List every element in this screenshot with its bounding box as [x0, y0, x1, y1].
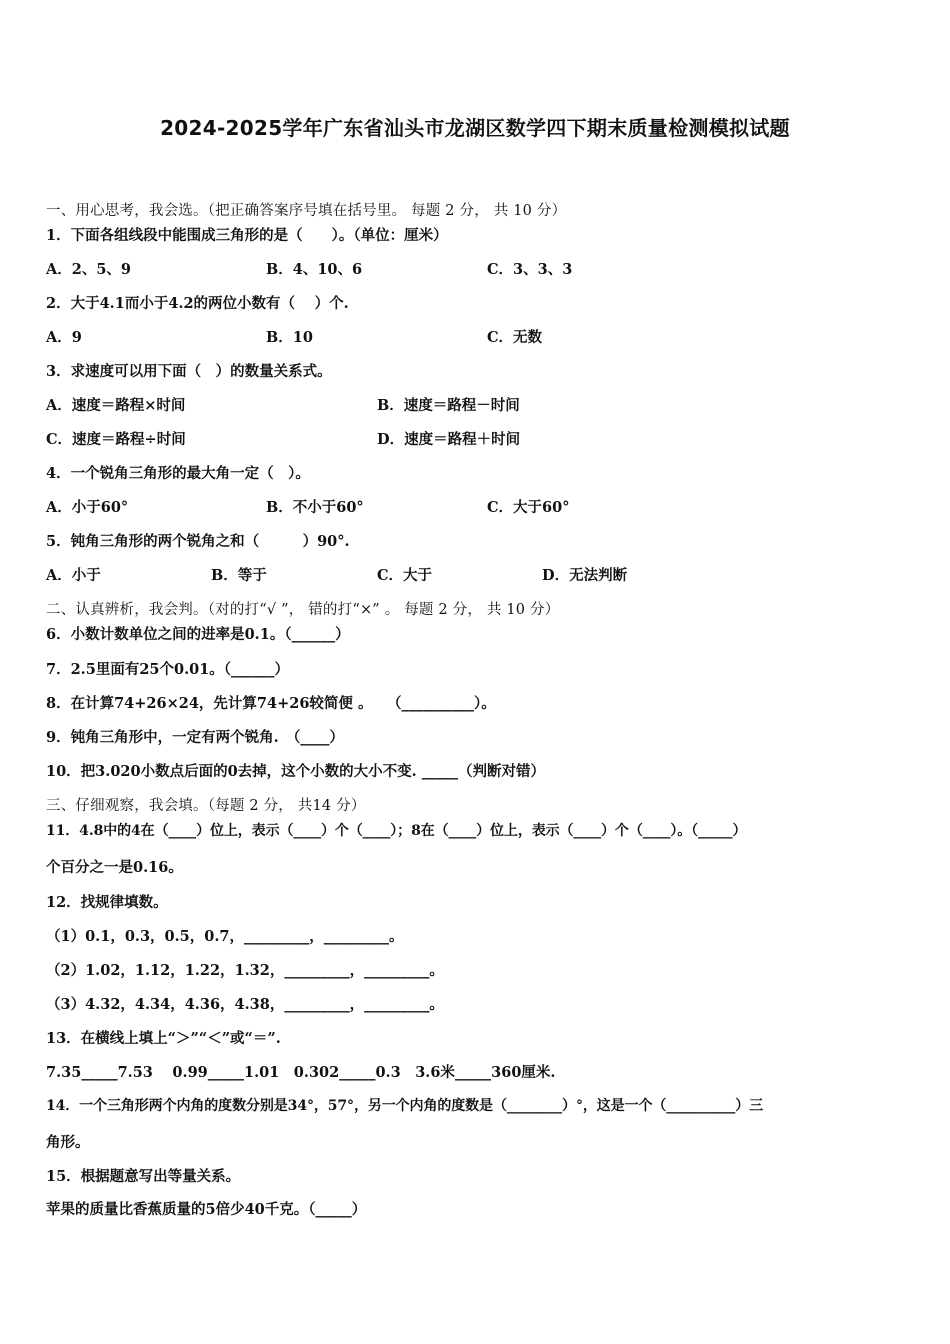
q4-option-a: A．小于60°	[46, 499, 129, 516]
question-2: 2．大于4.1而小于4.2的两位小数有（ ）个.	[46, 295, 349, 312]
q2-option-a: A．9	[46, 329, 82, 346]
question-11-continued: 个百分之一是0.16。	[46, 859, 183, 876]
question-12-part-3: （3）4.32，4.34，4.36，4.38，_________，_________。	[46, 996, 444, 1013]
question-12-part-2: （2）1.02，1.12，1.22，1.32，_________，_________。	[46, 962, 444, 979]
question-14: 14．一个三角形两个内角的度数分别是34°，57°，另一个内角的度数是（________）°，这是一个（__________）三	[46, 1098, 764, 1114]
question-8: 8．在计算74+26×24，先计算74+26较简便 。 （__________）。	[46, 695, 496, 712]
q3-option-a: A．速度＝路程×时间	[46, 397, 186, 414]
question-15-statement: 苹果的质量比香蕉质量的5倍少40千克。（_____）	[46, 1201, 367, 1218]
question-10: 10．把3.020小数点后面的0去掉，这个小数的大小不变. _____（判断对错）	[46, 763, 546, 780]
q2-option-b: B．10	[266, 329, 313, 346]
question-3: 3．求速度可以用下面（ ）的数量关系式。	[46, 363, 332, 380]
q4-option-c: C．大于60°	[487, 499, 570, 516]
page-title: 2024-2025学年广东省汕头市龙湖区数学四下期末质量检测模拟试题	[160, 116, 790, 140]
q3-option-c: C．速度＝路程÷时间	[46, 431, 186, 448]
q2-option-c: C．无数	[487, 329, 543, 346]
question-12: 12．找规律填数。	[46, 894, 168, 911]
section-1-heading: 一、用心思考，我会选。（把正确答案序号填在括号里。 每题 2 分， 共 10 分）	[46, 203, 567, 219]
question-9: 9．钝角三角形中，一定有两个锐角. （____）	[46, 729, 344, 746]
question-13-items: 7.35_____7.53 0.99_____1.01 0.302_____0.3 3.6米_____360厘米.	[46, 1064, 556, 1081]
q1-option-c: C．3、3、3	[487, 261, 573, 278]
question-7: 7．2.5里面有25个0.01。（______）	[46, 661, 290, 678]
question-1: 1．下面各组线段中能围成三角形的是（ ）。（单位：厘米）	[46, 227, 448, 244]
q5-option-c: C．大于	[377, 567, 433, 584]
question-13: 13．在横线上填上“＞”“＜”或“＝”.	[46, 1030, 281, 1047]
question-5: 5．钝角三角形的两个锐角之和（ ）90°.	[46, 533, 350, 550]
q4-option-b: B．不小于60°	[266, 499, 364, 516]
q3-option-b: B．速度＝路程－时间	[377, 397, 520, 414]
question-14-continued: 角形。	[46, 1134, 90, 1151]
q1-option-a: A．2、5、9	[46, 261, 132, 278]
question-11: 11．4.8中的4在（____）位上，表示（____）个（____）；8在（____）位上，表示（____）个（____）。（_____）	[46, 823, 747, 839]
q5-option-d: D．无法判断	[542, 567, 628, 584]
q1-option-b: B．4、10、6	[266, 261, 363, 278]
q5-option-a: A．小于	[46, 567, 101, 584]
question-12-part-1: （1）0.1，0.3，0.5，0.7，_________，_________。	[46, 928, 404, 945]
question-6: 6．小数计数单位之间的进率是0.1。（______）	[46, 626, 350, 643]
q3-option-d: D．速度＝路程＋时间	[377, 431, 521, 448]
section-2-heading: 二、认真辨析，我会判。（对的打“√ ”， 错的打“×” 。 每题 2 分， 共 10 分）	[46, 602, 560, 618]
question-4: 4．一个锐角三角形的最大角一定（ ）。	[46, 465, 310, 482]
section-3-heading: 三、仔细观察，我会填。（每题 2 分， 共14 分）	[46, 798, 366, 814]
question-15: 15．根据题意写出等量关系。	[46, 1168, 241, 1185]
q5-option-b: B．等于	[211, 567, 267, 584]
